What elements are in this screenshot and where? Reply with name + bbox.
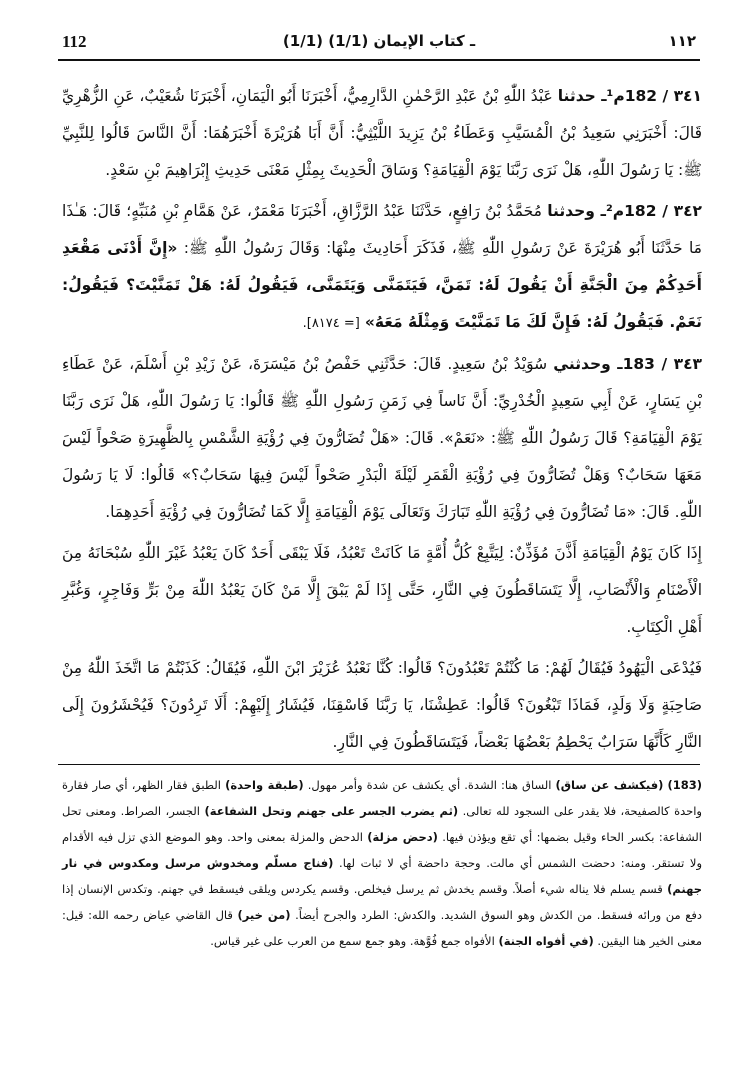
hadith-number: ٣٤٢ / 182م² (605, 202, 702, 220)
hadith-number: ٣٤١ / 182م¹ (606, 87, 702, 105)
page-number-arabic: ١١٢ (668, 32, 696, 50)
page-header (58, 30, 700, 56)
hadith-343-continuation-1: إِذَا كَانَ يَوْمُ الْقِيَامَةِ أَذَّنَ مُؤَذِّنٌ: لِيَتَّبِعْ كُلُّ أُمَّةٍ مَا كَانَتْ تَعْبُدُ، فَلَا يَبْقَى أَحَدٌ كَانَ يَعْبُدُ غَيْرَ اللّٰهِ سُبْحَانَهُ مِنَ الْأَصْنَامِ وَالْأَنْصَابِ، إِلَّا يَتَسَاقَطُونَ فِي النَّارِ، حَتَّى إِذَا لَمْ يَبْقَ إِلَّا مَنْ كَانَ يَعْبُدُ اللّٰهَ مِنْ بَرٍّ وَفَاجِرٍ، وَغُبَّرِ أَهْلِ الْكِتَابِ. (62, 544, 702, 636)
footnote-term: (دحض مزلة) (367, 830, 438, 844)
footnote-text: قسم يسلم فلا يناله شيء أصلاً. وقسم يخدش ثم يرسل فيخلص. وقسم يكردس ويلقى فيسقط في جهنم. وتكدس الإنسان إذا دفع من ورائه فسقط. من الكدش وهو السوق الشديد. والكدش: الطرد والجرح أيضاً. (62, 882, 702, 922)
hadith-343-continuation-2: فَيُدْعَى الْيَهُودُ فَيُقَالُ لَهُمْ: مَا كُنْتُمْ تَعْبُدُونَ؟ قَالُوا: كُنَّا نَعْبُدُ عُزَيْرَ ابْنَ اللّٰهِ، فَيُقَالُ: كَذَبْتُمْ مَا اتَّخَذَ اللّٰهُ مِنْ صَاحِبَةٍ وَلَا وَلَدٍ، فَمَاذَا تَبْغُونَ؟ قَالُوا: عَطِشْنَا، يَا رَبَّنَا فَاسْقِنَا، فَيُشَارُ إِلَيْهِمْ: أَلَا تَرِدُونَ؟ فَيُحْشَرُونَ إِلَى النَّارِ كَأَنَّهَا سَرَابٌ يَحْطِمُ بَعْضُهَا بَعْضاً، فَيَتَسَاقَطُونَ فِي النَّارِ. (62, 659, 702, 751)
chain-lead: ـ وحدثني (553, 355, 623, 373)
footnote-text: الدحض والمزلة بمعنى واحد. وهو الموضع الذي تزل فيه الأقدام ولا تستقر. ومنه: دحضت الشمس أي مالت. وحجة داحضة أي لا ثبات لها. (62, 830, 703, 870)
footnote-number: (183) (667, 778, 703, 792)
hadith-342 (62, 193, 702, 342)
footnote-term: (طبقة واحدة) (225, 778, 304, 792)
hadith-text: عَبْدُ اللّٰهِ بْنُ عَبْدِ الرَّحْمٰنِ الدَّارِمِيُّ، أَخْبَرَنَا أَبُو الْيَمَانِ، أَخْبَرَنَا شُعَيْبٌ، عَنِ الزُّهْرِيِّ قَالَ: أَخْبَرَنِي سَعِيدُ بْنُ الْمُسَيَّبِ وَعَطَاءُ بْنُ يَزِيدَ اللَّيْثِيُّ: أَنَّ أَبَا هُرَيْرَةَ أَخْبَرَهُمَا: أَنَّ النَّاسَ قَالُوا لِلنَّبِيِّ ﷺ: يَا رَسُولَ اللّٰهِ، هَلْ نَرَى رَبَّنَا يَوْمَ الْقِيَامَةِ؟ وَسَاقَ الْحَدِيثَ بِمِثْلِ مَعْنَى حَدِيثِ إِبْرَاهِيمَ بْنِ سَعْدٍ. (62, 87, 702, 179)
footnotes (62, 772, 702, 954)
hadith-text: مُحَمَّدُ بْنُ رَافِعٍ، حَدَّثَنَا عَبْدُ الرَّزَّاقِ، أَخْبَرَنَا مَعْمَرٌ، عَنْ هَمَّامِ بْنِ مُنَبِّهٍ؛ قَالَ: هَـٰذَا مَا حَدَّثَنَا أَبُو هُرَيْرَةَ عَنْ رَسُولِ اللّٰهِ ﷺ، فَذَكَرَ أَحَادِيثَ مِنْهَا: وَقَالَ رَسُولُ اللّٰهِ ﷺ: (62, 202, 702, 257)
header-rule (58, 59, 700, 61)
footnote-term: (ثم يضرب الجسر على جهنم وتحل الشفاعة) (204, 804, 459, 818)
running-title: (1/1) ـ كتاب الإيمان (1/1) (282, 32, 476, 50)
footnote-term: (من خير) (237, 908, 291, 922)
hadith-341 (62, 78, 702, 189)
footnote-183 (62, 772, 702, 954)
chain-lead: ـ حدثنا (557, 87, 607, 105)
footnote-text: الأفواه جمع فُوَّهة. وهو جمع سمع من العرب على غير قياس. (210, 934, 499, 948)
hadith-number: ٣٤٣ / 183 (622, 355, 702, 373)
hadith-343 (62, 346, 702, 531)
footnote-term: (فيكشف عن ساق) (555, 778, 664, 792)
footnote-text: قال القاضي عياض رحمه الله: قيل: معنى الخير هنا اليقين. (62, 908, 702, 948)
footnote-term: (في أفواه الجنة) (498, 934, 594, 948)
footnote-text: الطبق فقار الظهر، أي صار فقارة واحدة كالصفيحة، فلا يقدر على السجود لله تعالى. (62, 778, 702, 818)
hadith-matn: «إِنَّ أَدْنَى مَقْعَدِ أَحَدِكُمْ مِنَ الْجَنَّةِ أَنْ يَقُولَ لَهُ: تَمَنَّ، فَيَتَمَنَّى وَيَتَمَنَّى، فَيَقُولُ لَهُ: هَلْ تَمَنَّيْتَ؟ فَيَقُولُ: نَعَمْ. فَيَقُولُ لَهُ: فَإِنَّ لَكَ مَا تَمَنَّيْتَ وَمِثْلَهُ مَعَهُ» (62, 239, 702, 331)
cross-reference: [= ٨١٧٤]. (302, 316, 360, 331)
footnote-text: الجسر، الصراط. ومعنى تحل الشفاعة: بكسر الحاء وقيل بضمها: أي تقع ويؤذن فيها. (62, 804, 702, 844)
hadith-text: سُوَيْدُ بْنُ سَعِيدٍ. قَالَ: حَدَّثَنِي حَفْصُ بْنُ مَيْسَرَةَ، عَنْ زَيْدِ بْنِ أَسْلَمَ، عَنْ عَطَاءِ بْنِ يَسَارٍ، عَنْ أَبِي سَعِيدٍ الْخُدْرِيِّ: أَنَّ نَاساً فِي زَمَنِ رَسُولِ اللّٰهِ ﷺ قَالُوا: يَا رَسُولَ اللّٰهِ، هَلْ نَرَى رَبَّنَا يَوْمَ الْقِيَامَةِ؟ قَالَ رَسُولُ اللّٰهِ ﷺ: «نَعَمْ». قَالَ: «هَلْ تُضَارُّونَ فِي رُؤْيَةِ الشَّمْسِ بِالظَّهِيرَةِ صَحْواً لَيْسَ مَعَهَا سَحَابٌ؟ وَهَلْ تُضَارُّونَ فِي رُؤْيَةِ الْقَمَرِ لَيْلَةَ الْبَدْرِ صَحْواً لَيْسَ فِيهَا سَحَابٌ؟» قَالُوا: لَا يَا رَسُولَ اللّٰهِ. قَالَ: «مَا تُضَارُّونَ فِي رُؤْيَةِ اللّٰهِ تَبَارَكَ وَتَعَالَى يَوْمَ الْقِيَامَةِ إِلَّا كَمَا تُضَارُّونَ فِي رُؤْيَةِ أَحَدِهِمَا. (62, 355, 702, 521)
chain-lead: ـ وحدثنا (547, 202, 606, 220)
footnote-text: الساق هنا: الشدة. أي يكشف عن شدة وأمر مهول. (303, 778, 556, 792)
footnote-rule (58, 764, 700, 765)
footnote-term: (فناج مسلّم ومخدوش مرسل ومكدوس في نار جهنم) (62, 856, 702, 896)
main-text (62, 78, 702, 765)
page-number-latin: 112 (62, 32, 87, 51)
